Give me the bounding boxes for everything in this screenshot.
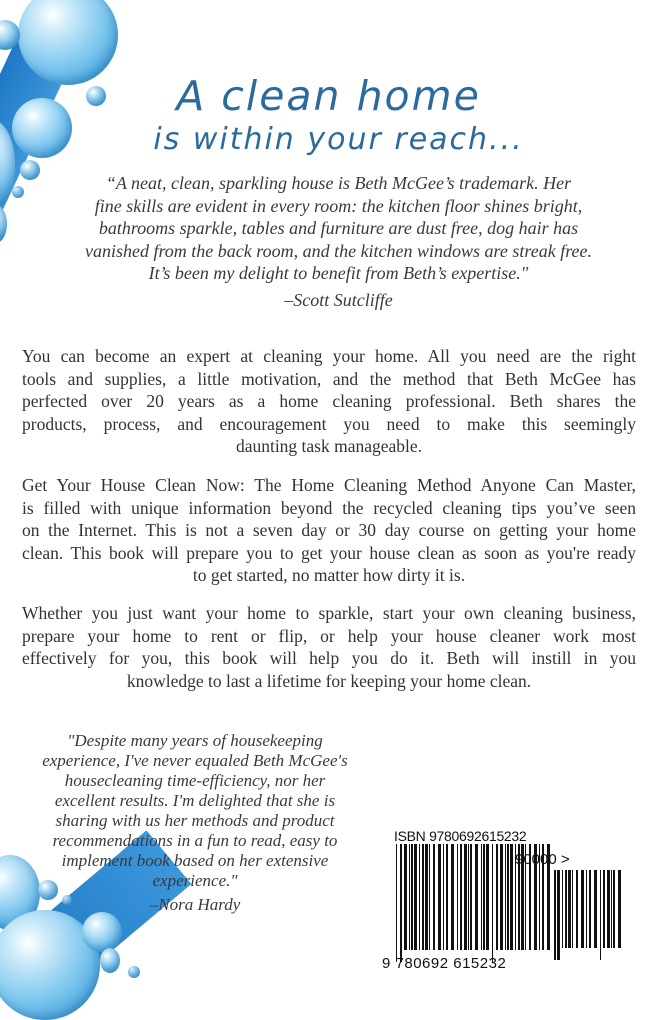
barcode-bar: [576, 870, 578, 948]
paragraph-line: tools and supplies, a little motivation, and the method that Beth McGee has: [22, 368, 636, 389]
paragraph-line: Whether you just want your home to sparkle, start your own cleaning business,: [22, 603, 636, 623]
paragraph-line: You can become an expert at cleaning your home. All you need are the right: [22, 346, 636, 366]
barcode-bar: [483, 844, 485, 950]
barcode-bar: [457, 844, 458, 950]
barcode-bar: [460, 844, 462, 950]
quote-line: "Despite many years of housekeeping: [67, 731, 323, 750]
paragraph-line: is filled with unique information beyond the recycled cleaning tips you’ve seen: [22, 497, 636, 518]
paragraph-line: prepare your home to rent or flip, or help your house cleaner work most: [22, 625, 636, 646]
barcode-bar: [565, 870, 567, 948]
paragraph-line: daunting task manageable.: [235, 436, 423, 456]
barcode-bar: [438, 844, 441, 950]
paragraph-line: products, process, and encouragement you need to make this seemingly: [22, 413, 636, 434]
barcode-bar: [600, 870, 601, 960]
quote-line: recommendations in a fun to read, easy to: [52, 831, 338, 850]
barcode-bar: [589, 870, 591, 948]
headline-line-1: A clean home: [176, 72, 481, 120]
paragraph-line: Get Your House Clean Now: The Home Cleaning Method Anyone Can Master,: [22, 475, 636, 495]
quote-line: experience.": [152, 871, 238, 890]
barcode-bar: [500, 844, 503, 950]
barcode-bar: [464, 844, 467, 950]
barcode-bar: [409, 844, 410, 950]
barcode-bar: [492, 844, 493, 962]
bubble: [20, 160, 40, 180]
quote-author: –Nora Hardy: [149, 895, 241, 914]
barcode-bar: [425, 844, 428, 950]
bubble: [12, 186, 24, 198]
barcode-bar: [468, 844, 469, 950]
barcode-bar: [557, 870, 560, 960]
paragraph-line: effectively for you, this book will help you do it. Beth will instill in you: [22, 648, 636, 668]
quote-author: –Scott Sutcliffe: [284, 289, 393, 310]
barcode-bar: [603, 870, 605, 948]
barcode-bar: [411, 844, 413, 950]
bubble: [100, 948, 120, 973]
testimonial-top: [40, 172, 637, 311]
description-paragraph-1: [22, 345, 636, 458]
bubble: [82, 912, 122, 952]
barcode-bar: [429, 844, 430, 950]
quote-line: It’s been my delight to benefit from Beth’s expertise.": [148, 263, 529, 283]
paragraph-line: knowledge to last a lifetime for keeping your home clean.: [126, 670, 532, 691]
barcode-bar: [613, 870, 615, 948]
description-paragraph-2: [22, 474, 636, 587]
quote-line: implement book based on her extensive: [61, 851, 329, 870]
bubble: [0, 205, 7, 243]
quote-line: excellent results. I'm delighted that she is: [54, 791, 336, 810]
barcode-bar: [475, 844, 478, 950]
quote-line: sharing with us her methods and product: [55, 811, 335, 830]
quote-line: vanished from the back room, and the kitchen windows are streak free.: [84, 240, 593, 261]
paragraph-line: on the Internet. This is not a seven day or 30 day course on getting your home: [22, 520, 636, 540]
isbn-barcode: [382, 828, 627, 978]
barcode-bar: [404, 844, 407, 950]
testimonial-bottom: [30, 731, 360, 915]
barcode-bar: [486, 844, 489, 950]
barcode-bar: [607, 870, 610, 948]
description-paragraph-3: [22, 602, 636, 692]
barcode-bar: [470, 844, 472, 950]
quote-line: fine skills are evident in every room: the kitchen floor shines bright,: [94, 195, 583, 216]
barcode-bar: [451, 844, 454, 950]
barcode-bar: [400, 844, 402, 962]
barcode-bar: [572, 870, 573, 948]
barcode-bar: [586, 870, 587, 948]
barcode-bar: [433, 844, 435, 950]
barcode-bar: [419, 844, 420, 950]
barcode-bar: [396, 844, 397, 962]
barcode-bar: [422, 844, 424, 950]
quote-line: experience, I've never equaled Beth McGee's: [42, 751, 348, 770]
barcode-bar: [594, 870, 597, 948]
bubble: [128, 966, 140, 978]
barcode-bar: [562, 870, 563, 948]
barcode-bar: [414, 844, 417, 950]
paragraph-line: perfected over 20 years as a home cleaning professional. Beth shares the: [22, 391, 636, 411]
barcode-bar: [443, 844, 444, 950]
barcode-bar: [481, 844, 482, 950]
barcode-bar: [496, 844, 498, 950]
barcode-bar: [505, 844, 506, 950]
paragraph-line: clean. This book will prepare you to get your house clean as soon as you're ready: [22, 542, 636, 563]
isbn-label: ISBN 9780692615232: [394, 828, 527, 844]
quote-line: bathrooms sparkle, tables and furniture are dust free, dog hair has: [98, 218, 579, 238]
barcode-bars-addon: [554, 870, 624, 960]
barcode-bar: [581, 870, 584, 948]
price-code: 90000 >: [515, 851, 570, 868]
quote-line: housecleaning time-efficiency, nor her: [64, 771, 326, 790]
barcode-bar: [618, 870, 621, 948]
barcode-bar: [554, 870, 556, 960]
barcode-bar: [446, 844, 448, 950]
quote-line: “A neat, clean, sparkling house is Beth McGee’s trademark. Her: [105, 173, 572, 193]
barcode-bar: [510, 844, 513, 950]
barcode-bar: [568, 870, 571, 948]
barcode-digits: 9 780692 615232: [382, 955, 507, 972]
paragraph-line: to get started, no matter how dirty it is.: [192, 565, 466, 585]
barcode-bar: [611, 870, 612, 948]
barcode-bar: [507, 844, 509, 950]
headline-line-2: is within your reach...: [153, 122, 524, 157]
